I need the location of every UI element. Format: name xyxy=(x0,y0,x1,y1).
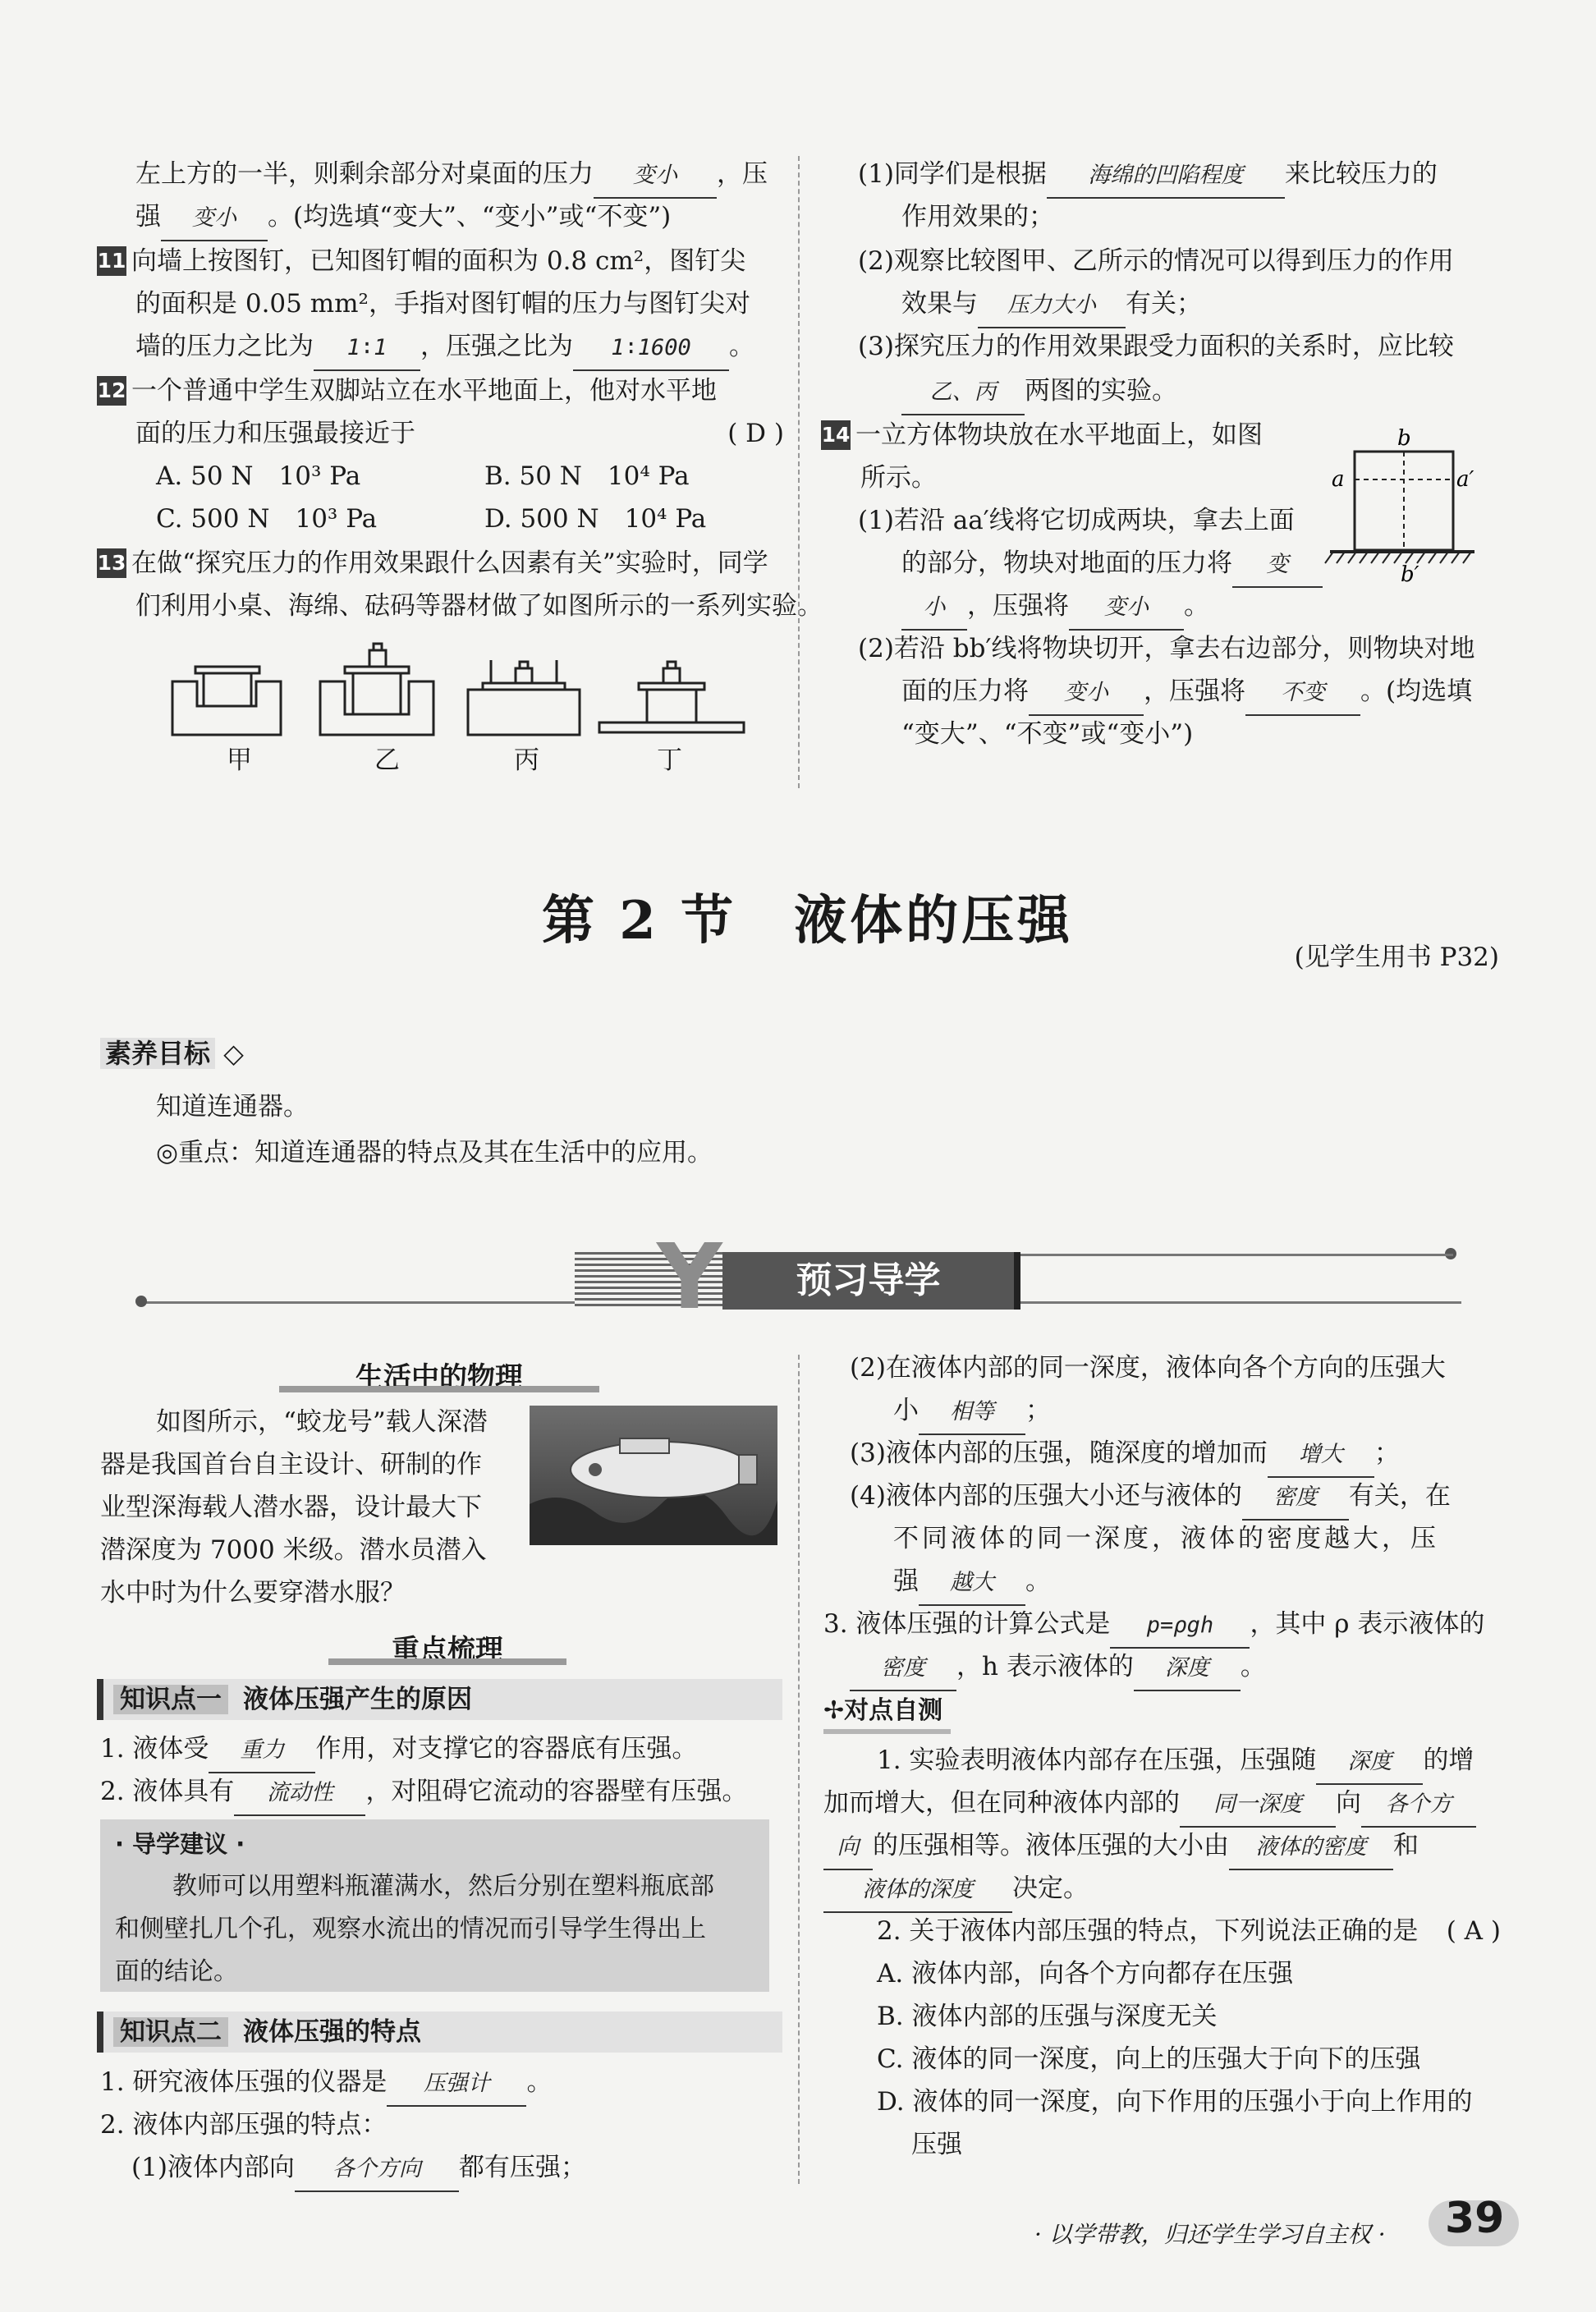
q13-part2: (2)观察比较图甲、乙所示的情况可以得到压力的作用 xyxy=(858,246,1454,276)
life-header xyxy=(279,1355,599,1394)
text: 。 xyxy=(729,332,754,361)
text: 强 xyxy=(893,1567,919,1596)
q11-line3 xyxy=(135,325,754,371)
q12-option-a: A. 50 N 10³ Pa xyxy=(156,461,361,491)
life-text-2: 器是我国首台自主设计、研制的作 xyxy=(100,1450,482,1479)
text: ，h 表示液体的 xyxy=(956,1652,1134,1681)
weight-c xyxy=(516,668,532,683)
text: 强 xyxy=(135,202,161,232)
answer-blank: 1∶1600 xyxy=(573,327,729,371)
text: 的增 xyxy=(1423,1745,1474,1775)
self-test-header xyxy=(823,1693,951,1734)
answer-blank: 深度 xyxy=(1134,1647,1241,1691)
kp2-item1 xyxy=(100,2061,552,2107)
kp2-item2-4-line2: 不同液体的同一深度，液体的密度越大，压 xyxy=(893,1524,1439,1553)
text: 。 xyxy=(1184,591,1209,621)
answer-blank: 各个方 xyxy=(1361,1783,1476,1828)
q14-part2-line3: “变大”、“不变”或“变小”) xyxy=(901,719,1194,749)
text: 。(均选填 xyxy=(1360,677,1473,706)
pin-icon: ✢ xyxy=(823,1696,845,1725)
key-header-rule xyxy=(328,1658,566,1665)
answer-blank: 压强计 xyxy=(387,2062,526,2107)
text: 2. 关于液体内部压强的特点，下列说法正确的是 xyxy=(877,1916,1419,1946)
question-number: 14 xyxy=(821,420,851,450)
text: 效果与 xyxy=(901,289,978,319)
question-12 xyxy=(97,369,717,412)
text: 。 xyxy=(1240,1652,1266,1681)
self-test-q1-line4 xyxy=(823,1867,1089,1913)
fig-label-a: 甲 xyxy=(227,745,252,775)
answer-blank: 液体的密度 xyxy=(1229,1826,1393,1870)
answer-blank: 越大 xyxy=(919,1562,1025,1606)
text: (1)同学们是根据 xyxy=(858,159,1047,189)
sponge-b xyxy=(320,681,433,735)
life-text-1: 如图所示，“蛟龙号”载人深潜 xyxy=(156,1407,488,1437)
q13-line2: 们利用小桌、海绵、砝码等器材做了如图所示的一系列实验。 xyxy=(135,591,823,621)
q13-part2-line2 xyxy=(901,282,1202,328)
life-header-text: 生活中的物理 xyxy=(355,1361,523,1394)
kp1-item1 xyxy=(100,1727,697,1773)
q14-part1-line2 xyxy=(901,542,1323,588)
question-number: 13 xyxy=(97,548,126,578)
column-divider xyxy=(798,156,800,788)
text: 。 xyxy=(1025,1567,1051,1596)
answer-blank: 密度 xyxy=(1242,1476,1349,1521)
text: 一个普通中学生双脚站立在水平地面上，他对水平地 xyxy=(131,376,717,406)
answer-blank: 压力大小 xyxy=(978,284,1126,328)
label-a-prime: a′ xyxy=(1456,467,1474,492)
answer-blank: 变小 xyxy=(1029,672,1144,716)
text: 小 xyxy=(893,1396,919,1425)
self-test-q2 xyxy=(877,1910,1501,1952)
self-test-q2-option-d: D. 液体的同一深度，向下作用的压强小于向上作用的 xyxy=(877,2087,1473,2117)
text: (4)液体内部的压强大小还与液体的 xyxy=(850,1481,1242,1511)
text: 3. 液体压强的计算公式是 xyxy=(823,1609,1111,1639)
answer-blank: 变小 xyxy=(594,154,717,199)
text: 1. 研究液体压强的仪器是 xyxy=(100,2067,388,2097)
cube-figure xyxy=(1322,427,1486,583)
answer-blank: 变小 xyxy=(161,197,268,241)
text: 向墙上按图钉，已知图钉帽的面积为 0.8 cm²，图钉尖 xyxy=(131,246,746,276)
text: 墙的压力之比为 xyxy=(135,332,314,361)
answer-blank: 1∶1 xyxy=(314,327,420,371)
text: 有关，在 xyxy=(1348,1481,1451,1511)
text: ； xyxy=(1025,1396,1051,1425)
guide-line1: 教师可以用塑料瓶灌满水，然后分别在塑料瓶底部 xyxy=(172,1872,714,1901)
goal-line2: ◎重点：知道连通器的特点及其在生活中的应用。 xyxy=(156,1138,713,1167)
self-test-q2-option-b: B. 液体内部的压强与深度无关 xyxy=(877,2002,1218,2031)
text: 的部分，物块对地面的压力将 xyxy=(901,548,1232,578)
answer-blank: 流动性 xyxy=(234,1772,365,1816)
text: 面的压力将 xyxy=(901,677,1029,706)
q12-option-d: D. 500 N 10⁴ Pa xyxy=(484,504,707,534)
key-header-text: 重点梳理 xyxy=(392,1634,503,1667)
text: 有关； xyxy=(1126,289,1202,319)
banner-letter: Y xyxy=(657,1224,722,1329)
answer-blank: 乙、丙 xyxy=(901,371,1025,415)
text: 2. 液体具有 xyxy=(100,1777,235,1806)
question-number: 11 xyxy=(97,246,126,276)
weight-d xyxy=(663,668,680,683)
question-14 xyxy=(821,414,1263,456)
knowledge-point-1 xyxy=(97,1679,782,1720)
kp-title: 液体压强产生的原因 xyxy=(243,1685,472,1714)
text: 。(均选填“变大”、“变小”或“不变”) xyxy=(268,202,672,232)
q10-cont-line1 xyxy=(135,153,768,199)
kp2-item2-3 xyxy=(850,1432,1400,1478)
question-number: 12 xyxy=(97,376,126,406)
q14-part2-line2 xyxy=(901,670,1472,716)
text: ，压强将 xyxy=(967,591,1069,621)
column-divider-bottom xyxy=(798,1355,800,2184)
self-test-q1 xyxy=(877,1739,1474,1785)
submersible-photo xyxy=(530,1406,777,1545)
answer-blank: 同一深度 xyxy=(1180,1783,1336,1828)
text: 。 xyxy=(526,2067,553,2097)
page-number: 39 xyxy=(1445,2194,1505,2243)
answer-blank: 重力 xyxy=(209,1729,315,1773)
table-top-a xyxy=(195,667,259,673)
text: ，压 xyxy=(717,159,768,189)
q14-part2: (2)若沿 bb′线将物块切开，拿去右边部分，则物块对地 xyxy=(858,634,1475,663)
self-test-header-text: 对点自测 xyxy=(844,1696,943,1725)
section-title xyxy=(542,878,1073,954)
section-name: 液体的压强 xyxy=(794,890,1074,952)
life-text-5: 水中时为什么要穿潜水服？ xyxy=(100,1578,406,1608)
choice-answer: ( A ) xyxy=(1446,1916,1501,1946)
text: ，对阻碍它流动的容器壁有压强。 xyxy=(365,1777,748,1806)
banner-rule-upper xyxy=(1018,1254,1453,1256)
section-number: 第 2 节 xyxy=(542,890,737,952)
q13-part3: (3)探究压力的作用效果跟受力面积的关系时，应比较 xyxy=(858,332,1454,361)
text: ； xyxy=(1374,1438,1400,1468)
answer-blank: 变小 xyxy=(1069,586,1184,631)
text: ，压强将 xyxy=(1144,677,1245,706)
q14-part1: (1)若沿 aa′线将它切成两块，拿去上面 xyxy=(858,506,1295,535)
text: 面的压力和压强最接近于 xyxy=(135,419,415,448)
key-header xyxy=(328,1627,566,1667)
kp2-item2-2: (2)在液体内部的同一深度，液体向各个方向的压强大 xyxy=(850,1353,1446,1383)
text: 1. 液体受 xyxy=(100,1734,209,1764)
self-test-q1-line2 xyxy=(823,1782,1476,1828)
text: 来比较压力的 xyxy=(1284,159,1438,189)
q10-cont-line2 xyxy=(135,195,671,241)
text: ，压强之比为 xyxy=(420,332,573,361)
text: 的压强相等。液体压强的大小由 xyxy=(873,1831,1229,1860)
goal-header-text: 素养目标 xyxy=(100,1038,215,1069)
guide-line2: 和侧壁扎几个孔，观察水流出的情况而引导学生得出上 xyxy=(115,1915,706,1943)
self-test-q2-option-d-line2: 压强 xyxy=(911,2130,962,2159)
text: (3)液体内部的压强，随深度的增加而 xyxy=(850,1438,1268,1468)
answer-blank: 增大 xyxy=(1268,1434,1374,1478)
text: 左上方的一半，则剩余部分对桌面的压力 xyxy=(135,159,594,189)
knowledge-point-2 xyxy=(97,2012,782,2053)
answer-blank: 密度 xyxy=(850,1647,956,1691)
answer-blank: 不变 xyxy=(1245,672,1360,716)
label-b-prime: b′ xyxy=(1401,562,1419,583)
choice-answer: ( D ) xyxy=(727,419,784,448)
sponge-c xyxy=(468,690,580,735)
board-d xyxy=(599,722,744,732)
kp2-item2-1 xyxy=(131,2146,586,2192)
goal-header xyxy=(100,1033,244,1074)
weight-b xyxy=(369,650,386,667)
text: 向 xyxy=(1336,1788,1361,1818)
text: 一立方体物块放在水平地面上，如图 xyxy=(855,420,1263,450)
self-test-q1-line3 xyxy=(823,1824,1419,1870)
self-test-q2-option-c: C. 液体的同一深度，向上的压强大于向下的压强 xyxy=(877,2044,1421,2074)
question-13 xyxy=(97,542,768,585)
fig-label-d: 丁 xyxy=(657,745,682,775)
text: 作用，对支撑它的容器底有压强。 xyxy=(315,1734,698,1764)
label-b: b xyxy=(1397,427,1411,451)
guide-line3: 面的结论。 xyxy=(115,1957,238,1986)
text: 都有压强； xyxy=(458,2153,586,2182)
text: 两图的实验。 xyxy=(1025,376,1177,406)
banner-rule-dot-left xyxy=(135,1296,147,1307)
kp2-item2-4 xyxy=(850,1475,1451,1521)
life-header-rule xyxy=(279,1386,599,1392)
text: 加而增大，但在同种液体内部的 xyxy=(823,1788,1180,1818)
self-test-q2-option-a: A. 液体内部，向各个方向都存在压强 xyxy=(877,1959,1294,1989)
q12-option-b: B. 50 N 10⁴ Pa xyxy=(484,461,690,491)
banner-title: 预习导学 xyxy=(722,1252,1020,1310)
text: 决定。 xyxy=(1012,1874,1089,1903)
kp1-item2 xyxy=(100,1770,747,1816)
kp2-item3-line2 xyxy=(850,1645,1266,1691)
q12-option-c: C. 500 N 10³ Pa xyxy=(156,504,378,534)
answer-blank: 相等 xyxy=(919,1391,1025,1435)
text: (1)液体内部向 xyxy=(131,2153,295,2182)
kp2-item3 xyxy=(823,1603,1484,1649)
q11-line2: 的面积是 0.05 mm²，手指对图钉帽的压力与图钉尖对 xyxy=(135,289,750,319)
answer-blank: 深度 xyxy=(1316,1741,1423,1785)
guide-header: · 导学建议 · xyxy=(115,1830,245,1858)
text: 在做“探究压力的作用效果跟什么因素有关”实验时，同学 xyxy=(131,548,768,578)
reference-note: (见学生用书 P32) xyxy=(1294,943,1499,972)
fig-label-c: 丙 xyxy=(514,745,539,775)
q14-part1-line3 xyxy=(901,585,1209,631)
answer-blank: p=ρgh xyxy=(1110,1604,1250,1649)
text: ，其中 ρ 表示液体的 xyxy=(1250,1609,1485,1639)
q14-line2: 所示。 xyxy=(860,463,937,493)
kp2-item2-2-line2 xyxy=(893,1389,1051,1435)
kp-tag: 知识点二 xyxy=(113,2017,228,2047)
kp-tag: 知识点一 xyxy=(113,1685,228,1714)
text: 1. 实验表明液体内部存在压强，压强随 xyxy=(877,1745,1317,1775)
life-text-3: 业型深海载人潜水器，设计最大下 xyxy=(100,1493,482,1522)
q13-part3-line2 xyxy=(901,369,1177,415)
answer-blank: 海绵的凹陷程度 xyxy=(1047,154,1285,199)
q12-line2 xyxy=(135,412,784,455)
goal-line1: 知道连通器。 xyxy=(156,1092,309,1122)
kp2-item2-4-line3 xyxy=(893,1560,1051,1606)
text: 和 xyxy=(1393,1831,1419,1860)
answer-blank: 各个方向 xyxy=(295,2148,459,2192)
fig-label-b: 乙 xyxy=(374,745,400,775)
answer-blank: 变 xyxy=(1232,544,1323,588)
q13-part1 xyxy=(858,153,1438,199)
kp-title: 液体压强的特点 xyxy=(243,2017,421,2047)
kp2-item2: 2. 液体内部压强的特点： xyxy=(100,2110,388,2140)
footer-slogan: · 以学带教，归还学生学习自主权 · xyxy=(1034,2221,1386,2248)
label-a: a xyxy=(1332,467,1345,492)
answer-blank: 向 xyxy=(823,1826,873,1870)
life-text-4: 潜深度为 7000 米级。潜水员潜入 xyxy=(100,1535,487,1565)
sponge-a xyxy=(172,681,281,735)
q13-part1-line2: 作用效果的； xyxy=(901,202,1054,232)
answer-blank: 液体的深度 xyxy=(823,1869,1012,1913)
question-11 xyxy=(97,240,745,282)
diamond-icon: ◇ xyxy=(215,1038,244,1069)
answer-blank: 小 xyxy=(901,586,967,631)
